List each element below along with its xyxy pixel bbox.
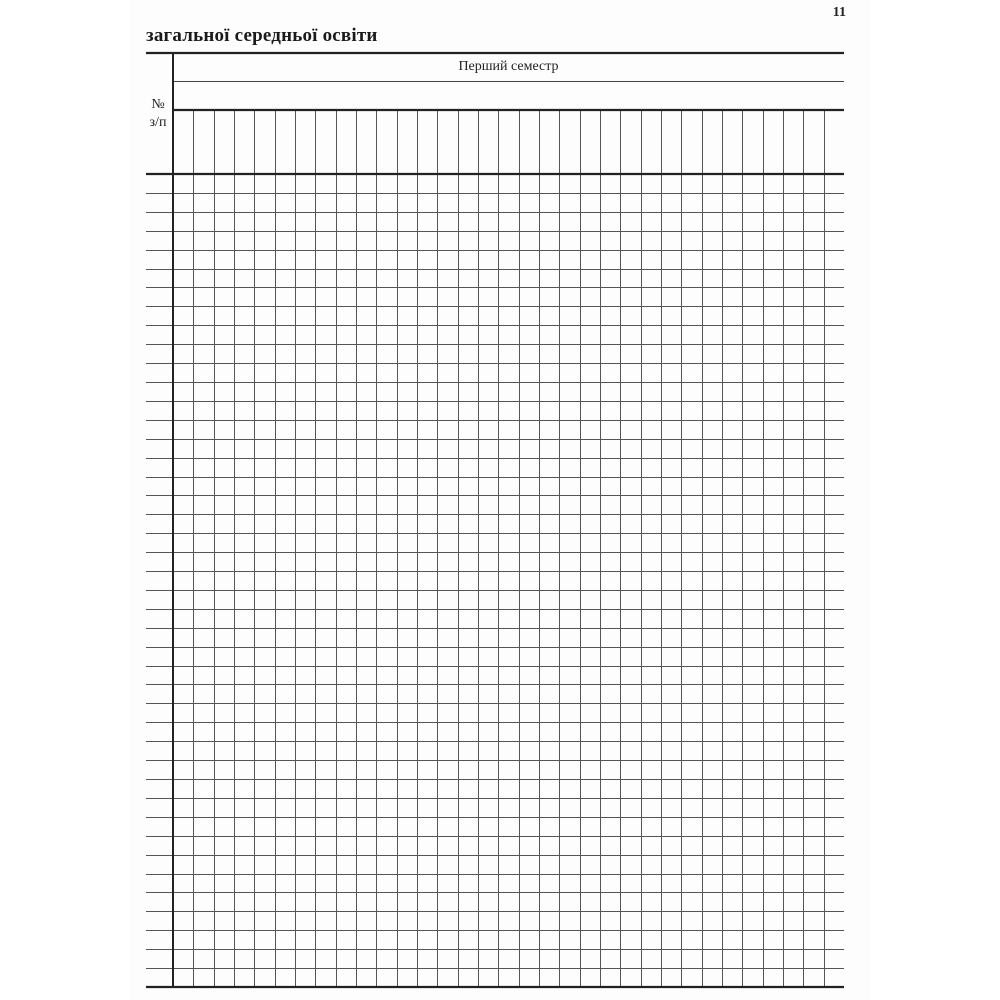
page-number: 11 (832, 5, 846, 20)
row-number-label-abbrev: з/п (149, 115, 167, 130)
page-heading: загальної середньої освіти (146, 25, 378, 46)
row-number-label-symbol: № (151, 97, 165, 112)
semester-header-label: Перший семестр (458, 59, 559, 74)
